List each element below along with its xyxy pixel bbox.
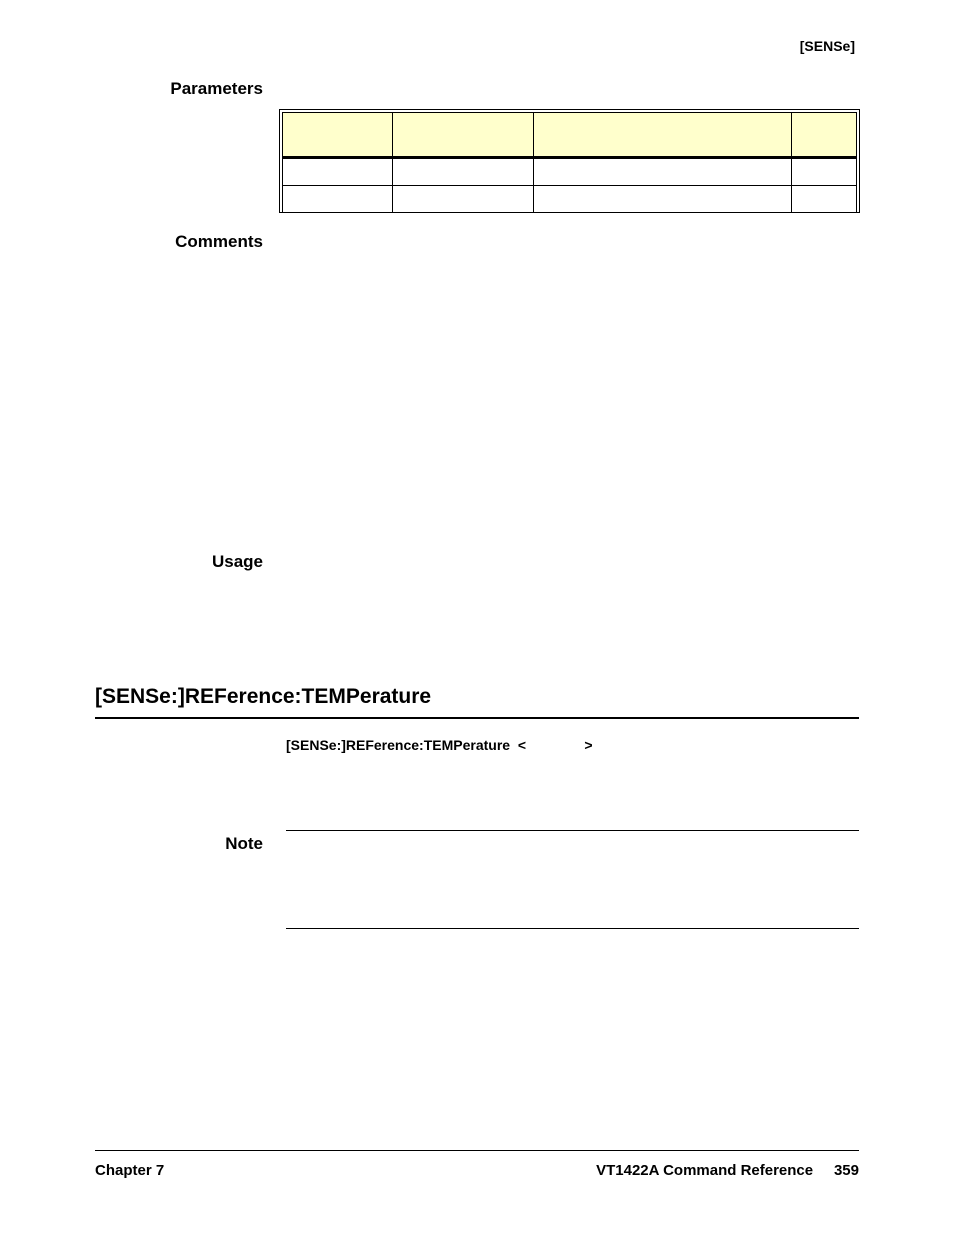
table-cell <box>534 186 792 213</box>
note-heading: Note <box>225 834 263 853</box>
footer-chapter: Chapter 7 <box>95 1162 165 1179</box>
running-head: [SENSe] <box>799 38 855 54</box>
parameters-heading: Parameters <box>170 79 263 98</box>
table-row <box>283 158 857 186</box>
comments-heading: Comments <box>175 232 263 251</box>
parameters-table <box>279 109 860 213</box>
table-row <box>283 186 857 213</box>
table-header-cell <box>792 113 857 158</box>
table-header-row <box>283 113 857 158</box>
table-cell <box>792 158 857 186</box>
section-rule <box>95 717 859 719</box>
table-cell <box>393 158 534 186</box>
page-number: 359 <box>833 1162 859 1179</box>
usage-heading: Usage <box>211 552 263 571</box>
footer-right <box>596 1162 859 1179</box>
table-header-cell <box>534 113 792 158</box>
note-top-rule <box>286 830 859 831</box>
syntax-close-bracket: > <box>584 737 593 753</box>
table-cell <box>792 186 857 213</box>
table-cell <box>283 158 393 186</box>
table-header-cell <box>393 113 534 158</box>
table-cell <box>393 186 534 213</box>
footer-rule <box>95 1150 859 1151</box>
syntax-command: [SENSe:]REFerence:TEMPerature <box>286 737 511 753</box>
table-cell <box>534 158 792 186</box>
note-bottom-rule <box>286 928 859 929</box>
command-syntax <box>286 737 593 753</box>
footer-doc-title: VT1422A Command Reference <box>596 1162 814 1179</box>
syntax-open-bracket: < <box>517 737 527 753</box>
section-title: [SENSe:]REFerence:TEMPerature <box>95 685 432 708</box>
table-cell <box>283 186 393 213</box>
table-header-cell <box>283 113 393 158</box>
